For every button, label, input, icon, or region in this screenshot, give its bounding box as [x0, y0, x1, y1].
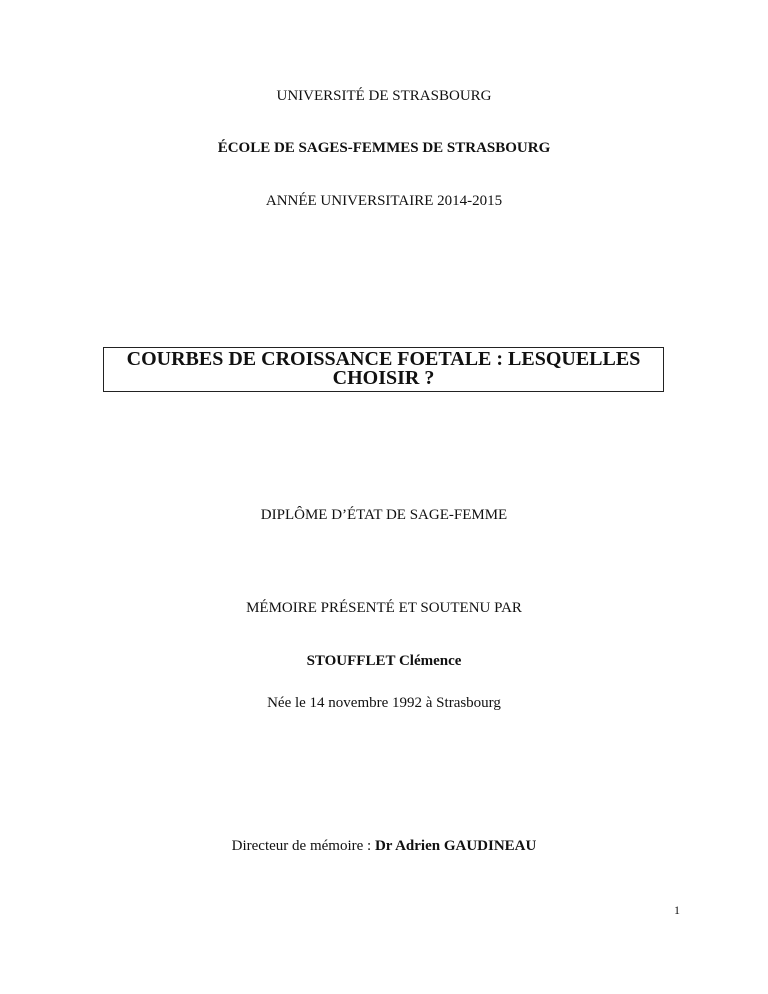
thesis-title-box: [103, 347, 664, 392]
director-label: Directeur de mémoire :: [231, 838, 375, 854]
thesis-title-line-1: COURBES DE CROISSANCE FOETALE : LESQUELLES: [126, 348, 641, 370]
thesis-title: [104, 350, 663, 388]
director-name: Dr Adrien GAUDINEAU: [374, 838, 537, 854]
author-name: STOUFFLET Clémence: [306, 653, 462, 669]
academic-year: ANNÉE UNIVERSITAIRE 2014-2015: [265, 193, 503, 209]
presented-by-label: MÉMOIRE PRÉSENTÉ ET SOUTENU PAR: [246, 600, 522, 616]
page-number: 1: [674, 903, 680, 917]
diploma-name: DIPLÔME D’ÉTAT DE SAGE-FEMME: [260, 507, 508, 523]
thesis-director: [0, 837, 768, 855]
school-name: ÉCOLE DE SAGES-FEMMES DE STRASBOURG: [217, 140, 551, 156]
thesis-title-line-2: CHOISIR ?: [332, 367, 435, 389]
author-birth: Née le 14 novembre 1992 à Strasbourg: [267, 695, 501, 711]
university-name: UNIVERSITÉ DE STRASBOURG: [276, 88, 492, 104]
